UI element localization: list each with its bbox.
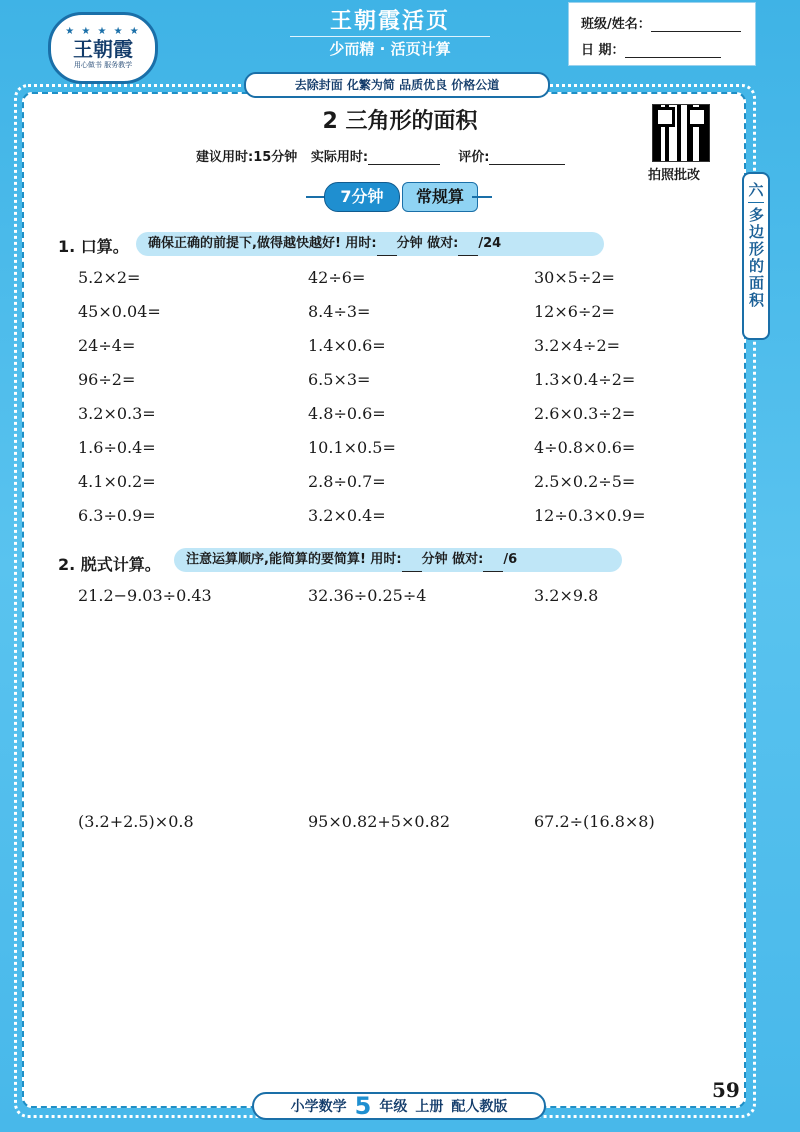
q2-expression-item: (3.2+2.5)×0.8 [78,812,194,831]
chapter-side-tab [742,172,770,340]
q1-expression-item: 3.2×0.3= [78,404,156,423]
class-name-label: 班级/姓名： [581,17,651,32]
q1-expression-item: 8.4÷3= [308,302,371,321]
q1-expression-item: 96÷2= [78,370,136,389]
section-badge [306,182,492,212]
badge-line-left [306,196,326,198]
footer-banner [252,1092,546,1120]
evaluation-label: 评价: [458,150,490,165]
q1-expression-item: 1.3×0.4÷2= [534,370,636,389]
brand-title: 王朝霞活页 [329,8,450,34]
chapter-title: 多边形的面积 [747,207,765,309]
footer-volume: 上册 [415,1099,444,1115]
brand-header [290,6,490,68]
brand-subtitle: 少而精 · 活页计算 [290,36,490,61]
q2-time-field[interactable] [402,557,422,572]
logo-subtitle: 用心做书 服务教学 [73,60,133,69]
logo-text: 王朝霞 [73,36,133,61]
q1-expression-item: 24÷4= [78,336,136,355]
slogan-banner: 去除封面 化繁为简 品质优良 价格公道 [244,72,550,98]
q2-heading: 2. 脱式计算。 [58,555,161,574]
q1-expression-item: 30×5÷2= [534,268,615,287]
q1-expression-item: 3.2×4÷2= [534,336,621,355]
q2-tip-minutes: 分钟 做对: [421,552,484,567]
section-time: 7分钟 [324,182,400,212]
q1-heading: 1. 口算。 [58,237,129,256]
q2-correct-field[interactable] [483,557,503,572]
q1-expression-item: 2.6×0.3÷2= [534,404,636,423]
page-number: 59 [712,1078,740,1102]
q1-expression-item: 1.6÷0.4= [78,438,156,457]
q1-time-field[interactable] [377,241,397,256]
q2-tip-total: /6 [503,552,518,567]
q1-expression-item: 1.4×0.6= [308,336,386,355]
evaluation-field[interactable] [489,150,565,165]
publisher-logo [48,12,158,84]
q1-expression-item: 4.1×0.2= [78,472,156,491]
q1-expression-item: 10.1×0.5= [308,438,396,457]
q1-tip-minutes: 分钟 做对: [396,236,459,251]
date-row [581,39,721,58]
suggested-time: 建议用时:15分钟 [196,150,298,165]
q2-expression-item: 95×0.82+5×0.82 [308,812,451,831]
actual-time-field[interactable] [368,150,440,165]
student-info-box [568,2,756,66]
q2-expression-item: 67.2÷(16.8×8) [534,812,655,831]
footer-grade-number: 5 [354,1092,372,1120]
q1-expression-item: 2.5×0.2÷5= [534,472,636,491]
q1-expression-item: 6.3÷0.9= [78,506,156,525]
q1-correct-field[interactable] [458,241,478,256]
lesson-meta [196,146,565,165]
q2-expression-item: 32.36÷0.25÷4 [308,586,427,605]
q1-expression-item: 2.8÷0.7= [308,472,386,491]
qr-label: 拍照批改 [648,168,701,183]
date-label: 日 期： [581,43,625,58]
q2-tip-text: 注意运算顺序,能简算的要简算! 用时: [186,552,402,567]
section-name: 常规算 [402,182,478,212]
q1-expression-item: 4÷0.8×0.6= [534,438,636,457]
q2-tip [174,548,622,572]
chapter-number: 六 [748,180,763,203]
badge-line-right [472,196,492,198]
lesson-title: 2 三角形的面积 [322,109,478,134]
date-field[interactable] [625,43,721,58]
q1-tip-text: 确保正确的前提下,做得越快越好! 用时: [148,236,377,251]
q1-expression-item: 42÷6= [308,268,366,287]
q1-expression-item: 4.8÷0.6= [308,404,386,423]
logo-stars: ★ ★ ★ ★ ★ [65,25,141,37]
class-name-field[interactable] [651,17,741,32]
footer-edition: 配人教版 [451,1099,508,1115]
q1-expression-item: 45×0.04= [78,302,161,321]
q2-expression-item: 3.2×9.8 [534,586,599,605]
footer-grade-label: 年级 [379,1099,408,1115]
q1-expression-item: 12÷0.3×0.9= [534,506,646,525]
actual-time-label: 实际用时: [310,150,369,165]
q1-expression-item: 5.2×2= [78,268,141,287]
footer-subject: 小学数学 [290,1099,347,1115]
q1-tip-total: /24 [478,236,502,251]
q1-expression-item: 3.2×0.4= [308,506,386,525]
class-name-row [581,13,741,32]
q1-tip [136,232,604,256]
q1-expression-item: 6.5×3= [308,370,371,389]
q2-expression-item: 21.2−9.03÷0.43 [78,586,212,605]
q1-expression-item: 12×6÷2= [534,302,615,321]
qr-code-icon[interactable] [652,104,710,162]
